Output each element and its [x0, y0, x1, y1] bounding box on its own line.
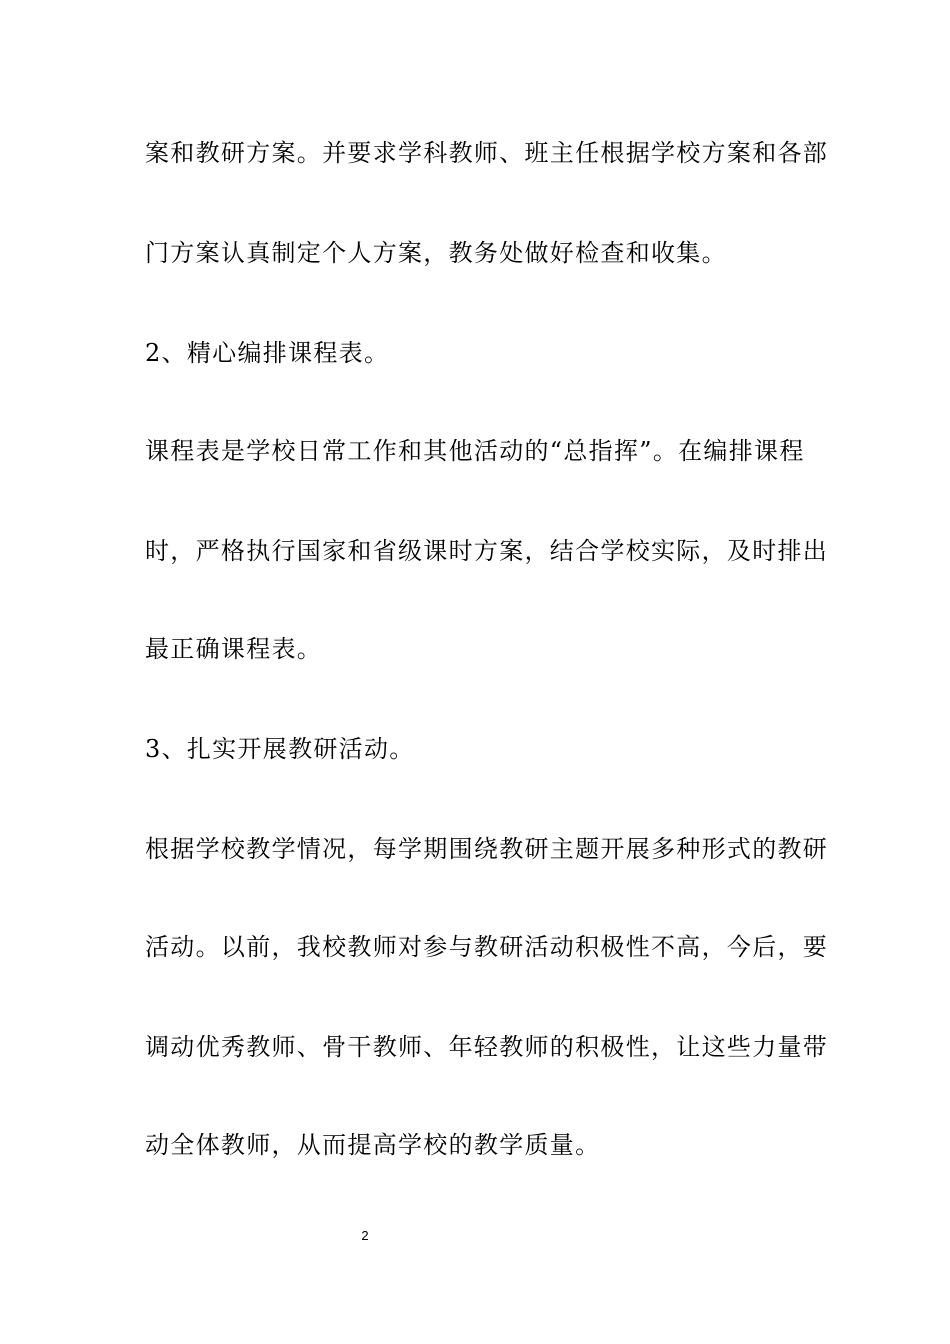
page-number: 2 [361, 1228, 369, 1243]
section-heading: 2、精心编排课程表。 [145, 339, 390, 367]
body-text-line: 门方案认真制定个人方案，教务处做好检查和收集。 [145, 239, 727, 267]
body-text-line: 活动。以前，我校教师对参与教研活动积极性不高，今后，要 [145, 933, 829, 961]
body-text-line: 时，严格执行国家和省级课时方案，结合学校实际，及时排出 [145, 537, 829, 565]
body-text-line: 案和教研方案。并要求学科教师、班主任根据学校方案和各部 [145, 139, 829, 167]
section-heading: 3、扎实开展教研活动。 [145, 735, 415, 763]
body-text-line: 最正确课程表。 [145, 635, 323, 663]
body-text-line: 调动优秀教师、骨干教师、年轻教师的积极性，让这些力量带 [145, 1033, 829, 1061]
body-text-line: 根据学校教学情况，每学期围绕教研主题开展多种形式的教研 [145, 835, 829, 863]
body-text-line: 动全体教师，从而提高学校的教学质量。 [145, 1131, 601, 1159]
body-text-line: 课程表是学校日常工作和其他活动的“总指挥”。在编排课程 [145, 437, 805, 465]
